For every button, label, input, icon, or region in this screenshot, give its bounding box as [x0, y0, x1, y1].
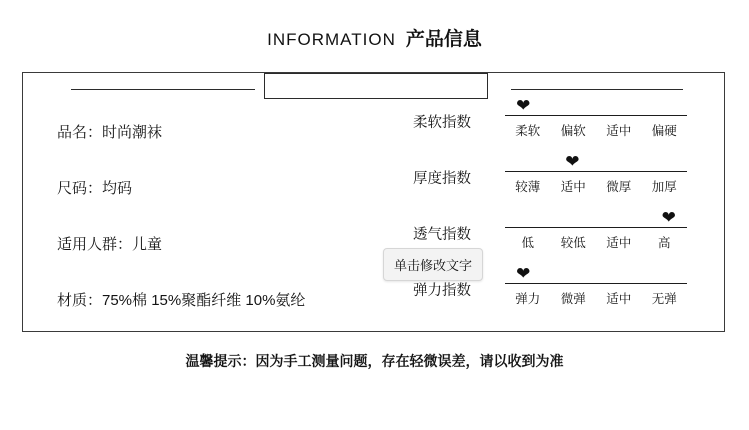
scale-tick-label: 低 — [521, 236, 534, 250]
heart-icon: ❤ — [516, 96, 531, 115]
index-scale[interactable] — [505, 209, 687, 251]
scale-tick-label: 适中 — [560, 180, 586, 194]
info-box — [22, 72, 725, 332]
decorative-rectangle — [264, 73, 488, 99]
page-title — [0, 24, 749, 51]
spec-list — [57, 103, 417, 327]
scale-bar — [505, 283, 687, 284]
heart-icon: ❤ — [565, 152, 580, 171]
edit-text-tooltip[interactable]: 单击修改文字 — [383, 248, 483, 281]
decorative-line-right — [511, 89, 683, 90]
scale-tick-label: 较薄 — [515, 180, 541, 194]
index-title: 柔软指数 — [413, 115, 471, 131]
index-row-thickness[interactable] — [413, 153, 713, 209]
scale-ticks — [505, 289, 687, 307]
title-english: INFORMATION — [267, 30, 396, 49]
list-item[interactable] — [57, 271, 417, 327]
scale-ticks — [505, 233, 687, 251]
index-scale[interactable] — [505, 153, 687, 195]
list-item[interactable] — [57, 159, 417, 215]
scale-tick-label: 弹力 — [515, 292, 541, 306]
scale-ticks — [505, 177, 687, 195]
scale-tick-label: 适中 — [606, 124, 632, 138]
scale-tick-label: 微厚 — [606, 180, 632, 194]
scale-ticks — [505, 121, 687, 139]
index-scale[interactable] — [505, 97, 687, 139]
index-title: 弹力指数 — [413, 283, 471, 299]
list-item[interactable] — [57, 215, 417, 271]
index-list — [413, 97, 713, 321]
scale-tick-label: 适中 — [606, 292, 632, 306]
scale-tick-label: 较低 — [560, 236, 586, 250]
decorative-line-left — [71, 89, 255, 90]
scale-tick-label: 加厚 — [651, 180, 677, 194]
scale-bar — [505, 227, 687, 228]
scale-tick-label: 微弹 — [560, 292, 586, 306]
scale-tick-label: 高 — [657, 236, 671, 250]
scale-bar — [505, 115, 687, 116]
scale-tick-label: 适中 — [606, 236, 632, 250]
heart-icon: ❤ — [516, 264, 531, 283]
index-row-softness[interactable] — [413, 97, 713, 153]
scale-bar — [505, 171, 687, 172]
index-title: 透气指数 — [413, 227, 471, 243]
list-item[interactable] — [57, 103, 417, 159]
spec-text: 尺码：均码 — [57, 179, 133, 197]
index-scale[interactable] — [505, 265, 687, 307]
spec-text: 品名：时尚潮袜 — [57, 123, 163, 141]
title-chinese: 产品信息 — [405, 29, 482, 50]
spec-text: 适用人群：儿童 — [57, 235, 163, 253]
scale-tick-label: 柔软 — [515, 124, 541, 138]
index-title: 厚度指数 — [413, 171, 471, 187]
scale-tick-label: 偏硬 — [651, 124, 677, 138]
heart-icon: ❤ — [661, 208, 676, 227]
spec-text: 材质：75%棉 15%聚酯纤维 10%氨纶 — [57, 291, 306, 309]
footer-note: 温馨提示：因为手工测量问题，存在轻微误差，请以收到为准 — [185, 353, 564, 369]
scale-tick-label: 无弹 — [651, 292, 677, 306]
scale-tick-label: 偏软 — [560, 124, 586, 138]
